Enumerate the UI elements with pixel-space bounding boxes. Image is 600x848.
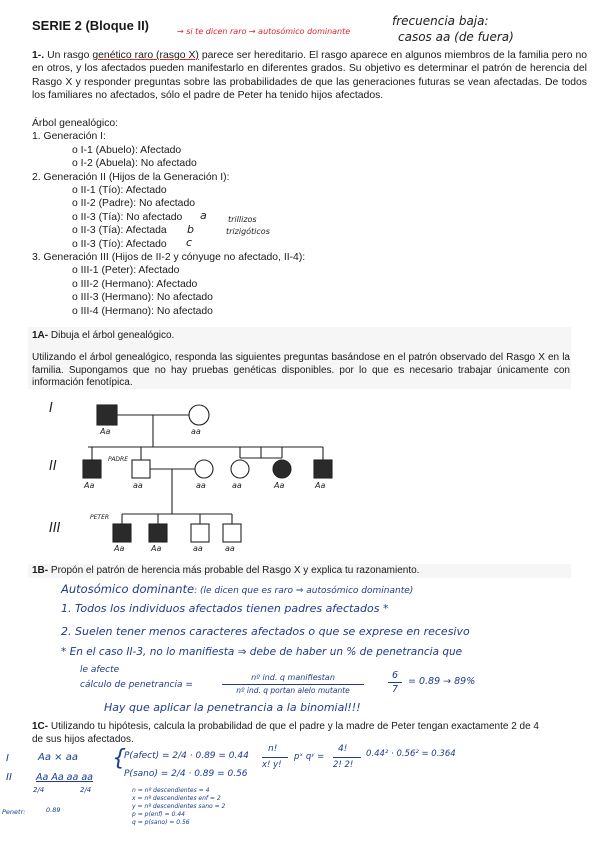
genotype-label: Aa bbox=[274, 481, 285, 490]
problem-statement bbox=[32, 49, 587, 103]
binom-xy: x! y! bbox=[262, 760, 282, 770]
binom-n: n! bbox=[268, 744, 278, 754]
genotype-label: aa bbox=[193, 544, 203, 553]
list-item: q = p(sano) = 0.56 bbox=[132, 819, 190, 826]
binom-pq: pˣ qʸ = bbox=[294, 752, 325, 762]
peter-label: PETER bbox=[90, 514, 110, 521]
page-title: SERIE 2 (Bloque II) bbox=[32, 18, 150, 33]
gen-label-i: I bbox=[49, 401, 53, 416]
ans-paren: : (le dicen que es raro ⇒ autosómico dominante) bbox=[194, 586, 414, 596]
genotype-label: Aa bbox=[151, 544, 162, 553]
row-label-i: I bbox=[6, 753, 9, 764]
list-item: o II-3 (Tía): No afectado bbox=[72, 211, 183, 223]
red-handwritten-note: → si te dicen raro → autosómico dominante bbox=[177, 27, 351, 36]
offspring: Aa Aa aa aa bbox=[36, 772, 93, 783]
binom-4: 4! bbox=[338, 744, 348, 754]
binom-final: 0.44² · 0.56² = 0.364 bbox=[366, 749, 456, 759]
list-item: o III-1 (Peter): Afectado bbox=[72, 265, 180, 277]
penetrance-numerator: nº ind. q manifiestan bbox=[251, 673, 335, 682]
answer-1b-binomial-note: Hay que aplicar la penetrancia a la binomial!!! bbox=[104, 701, 361, 714]
penetrance-label: cálculo de penetrancia = bbox=[80, 680, 193, 690]
q1b-text: Propón el patrón de herencia más probable del Rasgo X y explica tu razonamiento. bbox=[50, 565, 420, 576]
ans-title: Autosómico dominante bbox=[61, 582, 195, 596]
fraction-bar bbox=[262, 757, 288, 758]
pedigree-iii2-affected-male bbox=[149, 524, 167, 542]
gen3-title: 3. Generación III (Hijos de II-2 y cónyuge no afectado, II-4): bbox=[32, 252, 306, 264]
list-item: o III-3 (Hermano): No afectado bbox=[72, 292, 213, 304]
answer-1b-point-2: 2. Suelen tener menos caracteres afectados o que se exprese en recesivo bbox=[61, 625, 470, 638]
q1a-context: Utilizando el árbol genealógico, responda las siguientes preguntas basándose en el patrón observado del Rasgo X en la familia. Supongamos que no hay pruebas genéticas disponibles. por lo que es necesario trabajar únicamente con información fenotípica. bbox=[32, 352, 570, 389]
penetrance-frac-den: 7 bbox=[392, 684, 399, 695]
definitions-list bbox=[132, 787, 225, 827]
list-item: x = nº descendientes enf = 2 bbox=[132, 795, 221, 802]
list-item: o II-3 (Tía): Afectada bbox=[72, 225, 167, 237]
padre-label: PADRE bbox=[108, 456, 129, 463]
list-item: p = p(enf) = 0.44 bbox=[132, 811, 185, 818]
pedigree-ii3-unaffected-female bbox=[231, 460, 249, 478]
list-item: o III-4 (Hermano): No afectado bbox=[72, 305, 213, 317]
problem-lead: Un rasgo bbox=[47, 50, 90, 61]
cross: Aa × aa bbox=[38, 752, 78, 763]
pedigree-iii4-unaffected-male bbox=[223, 524, 241, 542]
q1a-text: Dibuja el árbol genealógico. bbox=[50, 330, 175, 341]
brace: { bbox=[112, 746, 126, 771]
pedigree-iii1-peter bbox=[113, 524, 131, 542]
list-item: o III-2 (Hermano): Afectado bbox=[72, 278, 198, 290]
genotype-label: aa bbox=[232, 481, 242, 490]
list-item: y = nº descendientes sano = 2 bbox=[132, 803, 226, 810]
pedigree-ii1-affected-male bbox=[83, 460, 101, 478]
pedigree-ii3-affected-male bbox=[314, 460, 332, 478]
question-1b bbox=[32, 565, 419, 578]
mark-b: b bbox=[187, 223, 194, 236]
q1c-label: 1C- bbox=[32, 721, 49, 732]
gen-label-iii: III bbox=[49, 521, 61, 536]
list-item: o I-2 (Abuela): No afectado bbox=[72, 158, 197, 170]
note-cases: casos aa (de fuera) bbox=[398, 30, 514, 44]
answer-1b-title bbox=[61, 582, 413, 596]
answer-1b-point-1: 1. Todos los individuos afectados tienen padres afectados * bbox=[61, 602, 389, 615]
family-list bbox=[32, 117, 572, 318]
q1c-text: Utilizando tu hipótesis, calcula la probabilidad de que el padre y la madre de Peter tengan exactamente 2 de 4 de sus hijos afectados. bbox=[32, 721, 539, 745]
gen1-title: 1. Generación I: bbox=[32, 131, 106, 143]
list-item: o II-1 (Tío): Afectado bbox=[72, 185, 167, 197]
question-1a bbox=[32, 330, 174, 343]
pedigree-iii3-unaffected-male bbox=[191, 524, 209, 542]
tree-label: Árbol genealógico: bbox=[32, 118, 119, 129]
pedigree-ii4-spouse bbox=[195, 460, 213, 478]
frac-right: 2/4 bbox=[80, 786, 92, 794]
gen-label-ii: II bbox=[49, 459, 57, 474]
penetrance-frac-num: 6 bbox=[392, 670, 399, 681]
rare-trait-underlined: genético raro (rasgo X) bbox=[92, 50, 199, 61]
problem-number: 1-. bbox=[32, 50, 45, 61]
gen2-title: 2. Generación II (Hijos de la Generación I): bbox=[32, 171, 230, 183]
question-1c bbox=[32, 721, 552, 746]
list-item: o II-2 (Padre): No afectado bbox=[72, 198, 196, 210]
frac-left: 2/4 bbox=[33, 786, 45, 794]
genotype-label: aa bbox=[225, 544, 235, 553]
genotype-label: Aa bbox=[100, 427, 111, 436]
triplets-note-2: trizigóticos bbox=[226, 227, 270, 236]
p-affected: P(afect) = 2/4 · 0.89 = 0.44 bbox=[124, 751, 249, 761]
penetr-label: Penetr: bbox=[2, 808, 26, 816]
answer-1b-point-3: * En el caso II-3, no lo manifiesta ⇒ debe de haber un % de penetrancia que bbox=[61, 646, 463, 658]
pedigree-ii2-unaffected-male bbox=[132, 460, 150, 478]
genotype-label: aa bbox=[196, 481, 206, 490]
penetrance-denominator: nº ind. q portan alelo mutante bbox=[236, 686, 350, 695]
list-item: n = nº descendientes = 4 bbox=[132, 787, 210, 794]
genotype-label: Aa bbox=[114, 544, 125, 553]
penetr-value: 0.89 bbox=[46, 806, 61, 814]
answer-1b-point-4: le afecte bbox=[80, 665, 120, 675]
pedigree-i2-unaffected-female bbox=[189, 405, 209, 425]
pedigree-ii3-affected-female bbox=[273, 460, 291, 478]
binom-22: 2! 2! bbox=[333, 760, 354, 770]
problem-rest: parece ser hereditario. El rasgo aparece en algunos miembros de la familia pero no en otros, y los afectados pueden manifestarlo en diferentes grados. Su objetivo es determinar el patrón de herencia del Rasgo X y responder preguntas sobre las probabilidades de que las generaciones futuras se vean afectadas. De todos los familiares no afectados, sólo el padre de Peter ha tenido hijos afectados. bbox=[32, 50, 588, 102]
note-frequency: frecuencia baja: bbox=[392, 14, 489, 28]
mark-c: c bbox=[186, 236, 193, 249]
genotype-label: aa bbox=[191, 427, 201, 436]
mark-a: a bbox=[200, 209, 207, 222]
fraction-bar-small bbox=[388, 682, 402, 683]
p-healthy: P(sano) = 2/4 · 0.89 = 0.56 bbox=[124, 769, 248, 779]
list-item: o II-3 (Tío): Afectado bbox=[72, 238, 167, 250]
triplets-note: trillizos bbox=[228, 215, 257, 224]
list-item: o I-1 (Abuelo): Afectado bbox=[72, 144, 182, 156]
genotype-label: aa bbox=[133, 481, 143, 490]
genotype-label: Aa bbox=[84, 481, 95, 490]
pedigree-i1-affected-male bbox=[97, 405, 117, 425]
penetrance-result: = 0.89 → 89% bbox=[408, 676, 476, 687]
fraction-bar bbox=[222, 684, 364, 685]
row-label-ii: II bbox=[6, 772, 12, 783]
fraction-bar bbox=[333, 757, 361, 758]
q1a-label: 1A- bbox=[32, 330, 49, 341]
q1b-label: 1B- bbox=[32, 565, 49, 576]
genotype-label: Aa bbox=[315, 481, 326, 490]
